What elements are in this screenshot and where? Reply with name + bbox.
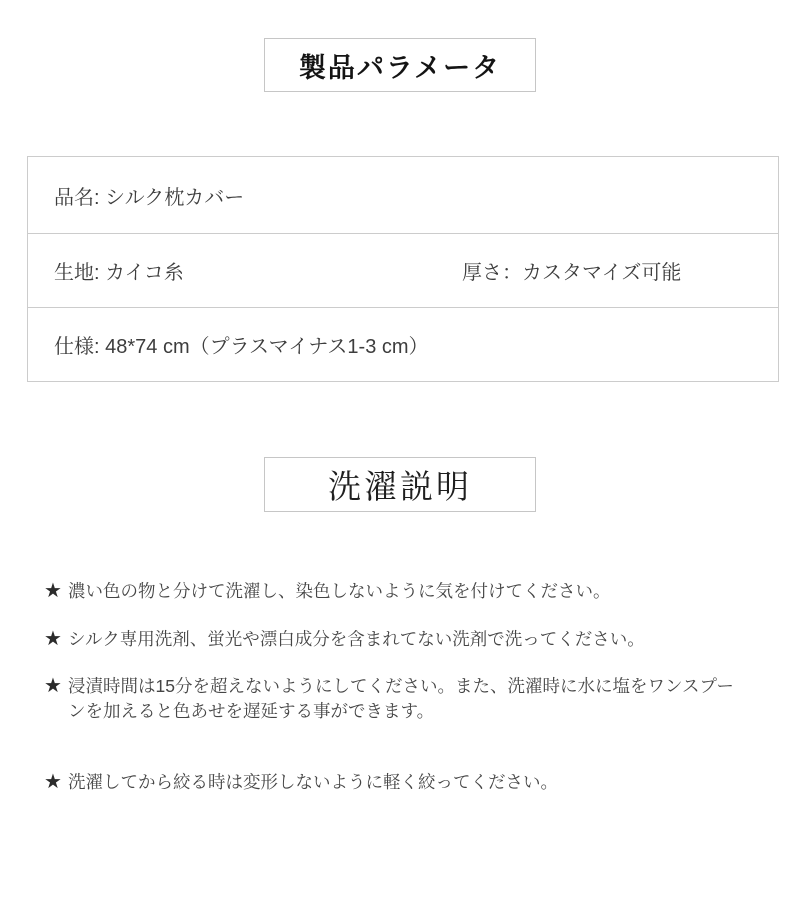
washing-instructions-heading — [264, 457, 536, 512]
spec-table — [27, 156, 779, 382]
washing-list-item — [44, 627, 800, 652]
washing-instructions-list — [0, 579, 800, 795]
spec-row-fabric-thickness — [28, 233, 778, 307]
star-icon: ★ — [44, 675, 62, 697]
washing-item-text: 濃い色の物と分けて洗濯し、染色しないように気を付けてください。 — [68, 581, 611, 601]
washing-list-item — [44, 770, 800, 795]
product-params-title: 製品パラメータ — [298, 52, 502, 83]
spec-cell-fabric: 生地: カイコ糸 — [54, 262, 184, 284]
washing-instructions-title: 洗濯説明 — [328, 468, 472, 505]
washing-list-item — [44, 579, 800, 604]
spec-row-size — [28, 307, 778, 381]
star-icon: ★ — [44, 771, 62, 793]
product-params-heading — [264, 38, 536, 92]
washing-item-text: 浸漬時間は15分を超えないようにしてください。また、洗濯時に水に塩をワンスプーンを加えると色あせを遅延する事ができます。 — [68, 676, 734, 721]
washing-item-text: 洗濯してから絞る時は変形しないように軽く絞ってください。 — [68, 772, 558, 792]
spec-cell-size: 仕様: 48*74 cm（プラスマイナス1-3 cm） — [54, 336, 429, 358]
spec-row-product-name — [28, 157, 778, 233]
washing-item-text: シルク専用洗剤、蛍光や漂白成分を含まれてない洗剤で洗ってください。 — [68, 629, 645, 649]
washing-list-item — [44, 674, 800, 724]
star-icon: ★ — [44, 628, 62, 650]
star-icon: ★ — [44, 580, 62, 602]
spec-cell-thickness: 厚さ：カスタマイズ可能 — [462, 262, 682, 284]
product-description-page — [0, 38, 800, 903]
spec-cell-product-name: 品名: シルク枕カバー — [54, 186, 245, 209]
